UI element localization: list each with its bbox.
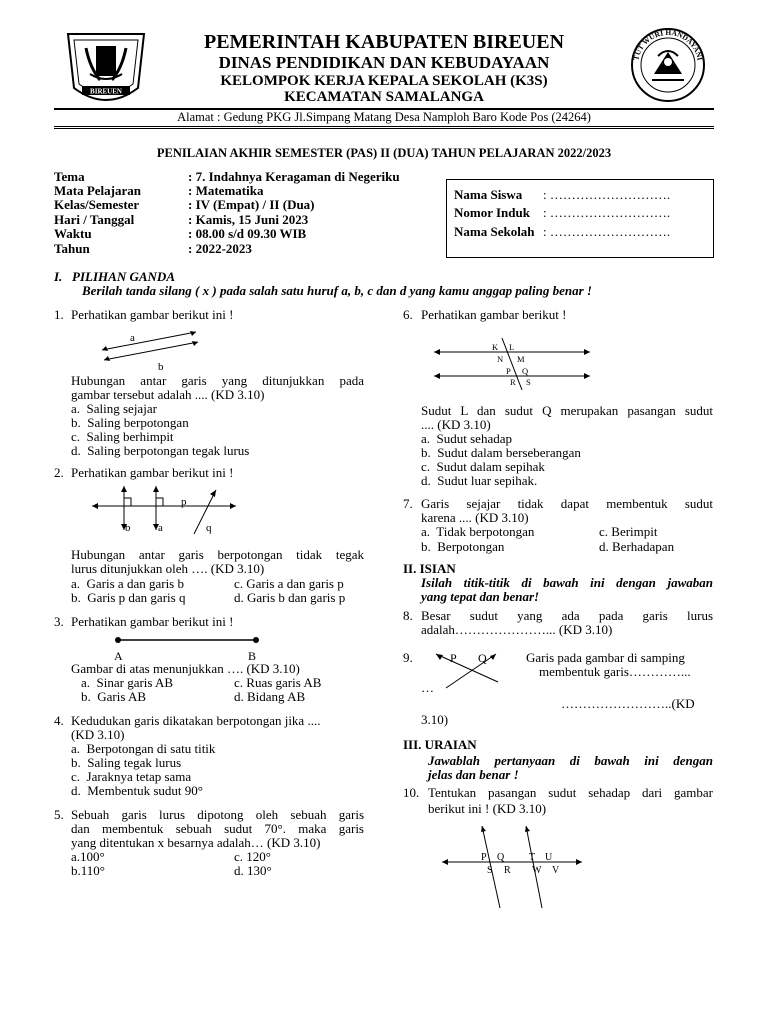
q10-label-t: T xyxy=(529,852,536,863)
q5-option[interactable]: c. 120° xyxy=(234,849,271,864)
q6-label-r: R xyxy=(510,377,516,387)
info-table xyxy=(54,170,444,260)
q1-label-a: a xyxy=(130,332,135,344)
q8-answer-line[interactable]: adalah…………………... (KD 3.10) xyxy=(421,622,613,637)
info-value: : 7. Indahnya Keragaman di Negeriku xyxy=(188,169,400,184)
q7-text-2: karena .... (KD 3.10) xyxy=(421,510,529,525)
q9-number: 9. xyxy=(403,650,413,665)
q5-text: Sebuah garis lurus dipotong oleh sebuah garis xyxy=(71,807,364,822)
q10-label-w: W xyxy=(532,865,542,876)
q9-label-p: P xyxy=(450,651,457,665)
q7-text: Garis sejajar tidak dapat membentuk sudut xyxy=(421,496,713,511)
q5-number: 5. xyxy=(54,807,64,822)
q8-text: Besar sudut yang ada pada garis lurus xyxy=(421,608,713,623)
info-row xyxy=(54,213,134,227)
q4-text-2: (KD 3.10) xyxy=(71,727,125,742)
q9-label-q: Q xyxy=(478,651,487,665)
q2-option[interactable]: a. Garis a dan garis b xyxy=(71,576,184,591)
header-line3: KELOMPOK KERJA KEPALA SEKOLAH (K3S) xyxy=(220,73,548,89)
q6-option[interactable]: b. Sudut dalam berseberangan xyxy=(421,445,581,460)
q6-label-n: N xyxy=(497,354,504,364)
info-row xyxy=(54,198,139,212)
q1-option[interactable]: d. Saling berpotongan tegak lurus xyxy=(71,443,250,458)
info-label: Kelas/Semester xyxy=(54,197,140,212)
q2-option[interactable]: d. Garis b dan garis p xyxy=(234,590,346,605)
header-line2: DINAS PENDIDIKAN DAN KEBUDAYAAN xyxy=(218,53,550,72)
q9-text-2[interactable]: membentuk garis…………... xyxy=(539,664,691,679)
info-row xyxy=(54,184,141,198)
q3-option[interactable]: a. Sinar garis AB xyxy=(81,675,174,690)
q9-kd: 3.10) xyxy=(421,712,449,727)
info-value: : IV (Empat) / II (Dua) xyxy=(188,197,315,212)
q6-number: 6. xyxy=(403,307,413,322)
q10-label-v: V xyxy=(552,865,560,876)
q3-text: Perhatikan gambar berikut ini ! xyxy=(71,614,234,629)
section1-instruction: Berilah tanda silang ( x ) pada salah satu huruf a, b, c dan d yang kamu anggap paling benar ! xyxy=(82,283,592,298)
q7-number: 7. xyxy=(403,496,413,511)
info-label: Waktu xyxy=(54,226,92,241)
logo-bireuen-text: BIREUEN xyxy=(90,87,122,96)
q1-stem-2: gambar tersebut adalah .... (KD 3.10) xyxy=(71,387,265,402)
q3-figure xyxy=(108,634,268,664)
student-name-label: Nama Siswa xyxy=(454,187,523,202)
q4-number: 4. xyxy=(54,713,64,728)
q6-figure xyxy=(430,338,600,392)
info-value: : Matematika xyxy=(188,183,264,198)
q6-stem: Sudut L dan sudut Q merupakan pasangan sudut xyxy=(421,403,713,418)
q2-figure xyxy=(90,484,240,542)
q6-label-k: K xyxy=(492,342,499,352)
header-line1: PEMERINTAH KABUPATEN BIREUEN xyxy=(203,31,565,53)
q2-stem: Hubungan antar garis berpotongan tidak tegak xyxy=(71,547,364,562)
q2-stem-2: lurus ditunjukkan oleh …. (KD 3.10) xyxy=(71,561,265,576)
section2-heading: II. ISIAN xyxy=(403,561,456,576)
q6-label-l: L xyxy=(509,342,515,352)
section2-instruction: Isilah titik-titik di bawah ini dengan jawaban xyxy=(421,575,713,590)
header-rule-bottom xyxy=(54,126,714,129)
q6-option[interactable]: d. Sudut luar sepihak. xyxy=(421,473,538,488)
q1-label-b: b xyxy=(158,361,164,373)
section3-instruction: Jawablah pertanyaan di bawah ini dengan xyxy=(428,753,713,768)
section1-heading: I. PILIHAN GANDA xyxy=(54,269,175,284)
q4-option[interactable]: b. Saling tegak lurus xyxy=(71,755,182,770)
q1-option[interactable]: c. Saling berhimpit xyxy=(71,429,174,444)
q5-option[interactable]: a.100° xyxy=(71,849,105,864)
q4-text: Kedudukan garis dikatakan berpotongan jika .... xyxy=(71,713,321,728)
q4-option[interactable]: d. Membentuk sudut 90° xyxy=(71,783,203,798)
q1-number: 1. xyxy=(54,307,64,322)
student-id-field[interactable]: : ………………………. xyxy=(543,205,671,220)
q1-option[interactable]: a. Saling sejajar xyxy=(71,401,157,416)
q9-figure xyxy=(432,650,508,690)
q3-option[interactable]: c. Ruas garis AB xyxy=(234,675,322,690)
q3-stem: Gambar di atas menunjukkan …. (KD 3.10) xyxy=(71,661,300,676)
q1-line-a xyxy=(102,332,196,350)
info-label: Tahun xyxy=(54,241,90,256)
q2-label-b: b xyxy=(125,522,131,534)
info-row xyxy=(54,242,90,256)
q6-option[interactable]: c. Sudut dalam sepihak xyxy=(421,459,545,474)
q10-label-s: S xyxy=(487,865,493,876)
q2-option[interactable]: c. Garis a dan garis p xyxy=(234,576,344,591)
q5-text-3: yang ditentukan x besarnya adalah… (KD 3.10) xyxy=(71,835,321,850)
q3-number: 3. xyxy=(54,614,64,629)
q10-label-u: U xyxy=(545,852,553,863)
school-name-label: Nama Sekolah xyxy=(454,224,535,239)
q6-text: Perhatikan gambar berikut ! xyxy=(421,307,567,322)
student-id-label: Nomor Induk xyxy=(454,205,530,220)
q10-text: Tentukan pasangan sudut sehadap dari gambar xyxy=(428,785,713,800)
q9-text: Garis pada gambar di samping xyxy=(526,650,685,665)
q6-label-p: P xyxy=(506,366,511,376)
q3-label-a: A xyxy=(114,649,123,663)
logo-tut-wuri-text: TUT WURI HANDAYANI xyxy=(631,27,705,62)
q2-number: 2. xyxy=(54,465,64,480)
q1-text: Perhatikan gambar berikut ini ! xyxy=(71,307,234,322)
q6-stem-2: .... (KD 3.10) xyxy=(421,417,491,432)
q2-option[interactable]: b. Garis p dan garis q xyxy=(71,590,186,605)
q2-label-p: p xyxy=(181,496,187,508)
q10-number: 10. xyxy=(403,785,420,800)
q1-figure xyxy=(96,326,206,373)
q6-option[interactable]: a. Sudut sehadap xyxy=(421,431,512,446)
q5-option[interactable]: d. 130° xyxy=(234,863,272,878)
student-box xyxy=(446,179,714,258)
q5-option[interactable]: b.110° xyxy=(71,863,105,878)
info-label: Mata Pelajaran xyxy=(54,183,142,198)
info-row xyxy=(54,170,85,184)
q6-label-s: S xyxy=(526,377,531,387)
info-value: : 2022-2023 xyxy=(188,241,252,256)
q1-stem: Hubungan antar garis yang ditunjukkan pada xyxy=(71,373,364,388)
q9-dots[interactable]: … xyxy=(421,680,434,695)
section3-instruction-2: jelas dan benar ! xyxy=(428,767,519,782)
q9-answer-line[interactable]: ……………………..(KD xyxy=(561,696,695,711)
q7-option[interactable]: a. Tidak berpotongan xyxy=(421,524,535,539)
q3-option[interactable]: d. Bidang AB xyxy=(234,689,306,704)
header-line4: KECAMATAN SAMALANGA xyxy=(284,89,484,105)
q8-number: 8. xyxy=(403,608,413,623)
q2-label-q: q xyxy=(206,522,212,534)
q10-label-r: R xyxy=(504,865,511,876)
q4-option[interactable]: a. Berpotongan di satu titik xyxy=(71,741,216,756)
info-row xyxy=(54,227,92,241)
q10-figure xyxy=(438,826,588,912)
q7-option[interactable]: c. Berimpit xyxy=(599,524,658,539)
section3-heading: III. URAIAN xyxy=(403,737,477,752)
q10-label-p: P xyxy=(481,852,487,863)
q5-text-2: dan membentuk sebuah sudut 70°. maka garis xyxy=(71,821,364,836)
q10-text-2: berikut ini ! (KD 3.10) xyxy=(428,801,547,816)
info-value: : Kamis, 15 Juni 2023 xyxy=(188,212,309,227)
student-name-field[interactable]: : ………………………. xyxy=(543,187,671,202)
q2-label-a: a xyxy=(158,522,163,534)
school-name-field[interactable]: : ………………………. xyxy=(543,224,671,239)
q3-label-b: B xyxy=(248,649,257,663)
q7-option[interactable]: d. Berhadapan xyxy=(599,539,675,554)
q10-label-q: Q xyxy=(497,852,505,863)
q1-line-b xyxy=(104,342,198,360)
q6-label-m: M xyxy=(517,354,525,364)
q4-option[interactable]: c. Jaraknya tetap sama xyxy=(71,769,192,784)
q7-option[interactable]: b. Berpotongan xyxy=(421,539,505,554)
section2-instruction-2: yang tepat dan benar! xyxy=(421,589,540,604)
info-label: Hari / Tanggal xyxy=(54,212,135,227)
exam-title: PENILAIAN AKHIR SEMESTER (PAS) II (DUA) TAHUN PELAJARAN 2022/2023 xyxy=(156,146,612,160)
header-address: Alamat : Gedung PKG Jl.Simpang Matang Desa Namploh Baro Kode Pos (24264) xyxy=(177,110,591,124)
info-value: : 08.00 s/d 09.30 WIB xyxy=(188,226,307,241)
q1-option[interactable]: b. Saling berpotongan xyxy=(71,415,189,430)
q2-text: Perhatikan gambar berikut ini ! xyxy=(71,465,234,480)
info-label: Tema xyxy=(54,169,85,184)
q3-option[interactable]: b. Garis AB xyxy=(81,689,146,704)
q6-label-q: Q xyxy=(522,366,529,376)
